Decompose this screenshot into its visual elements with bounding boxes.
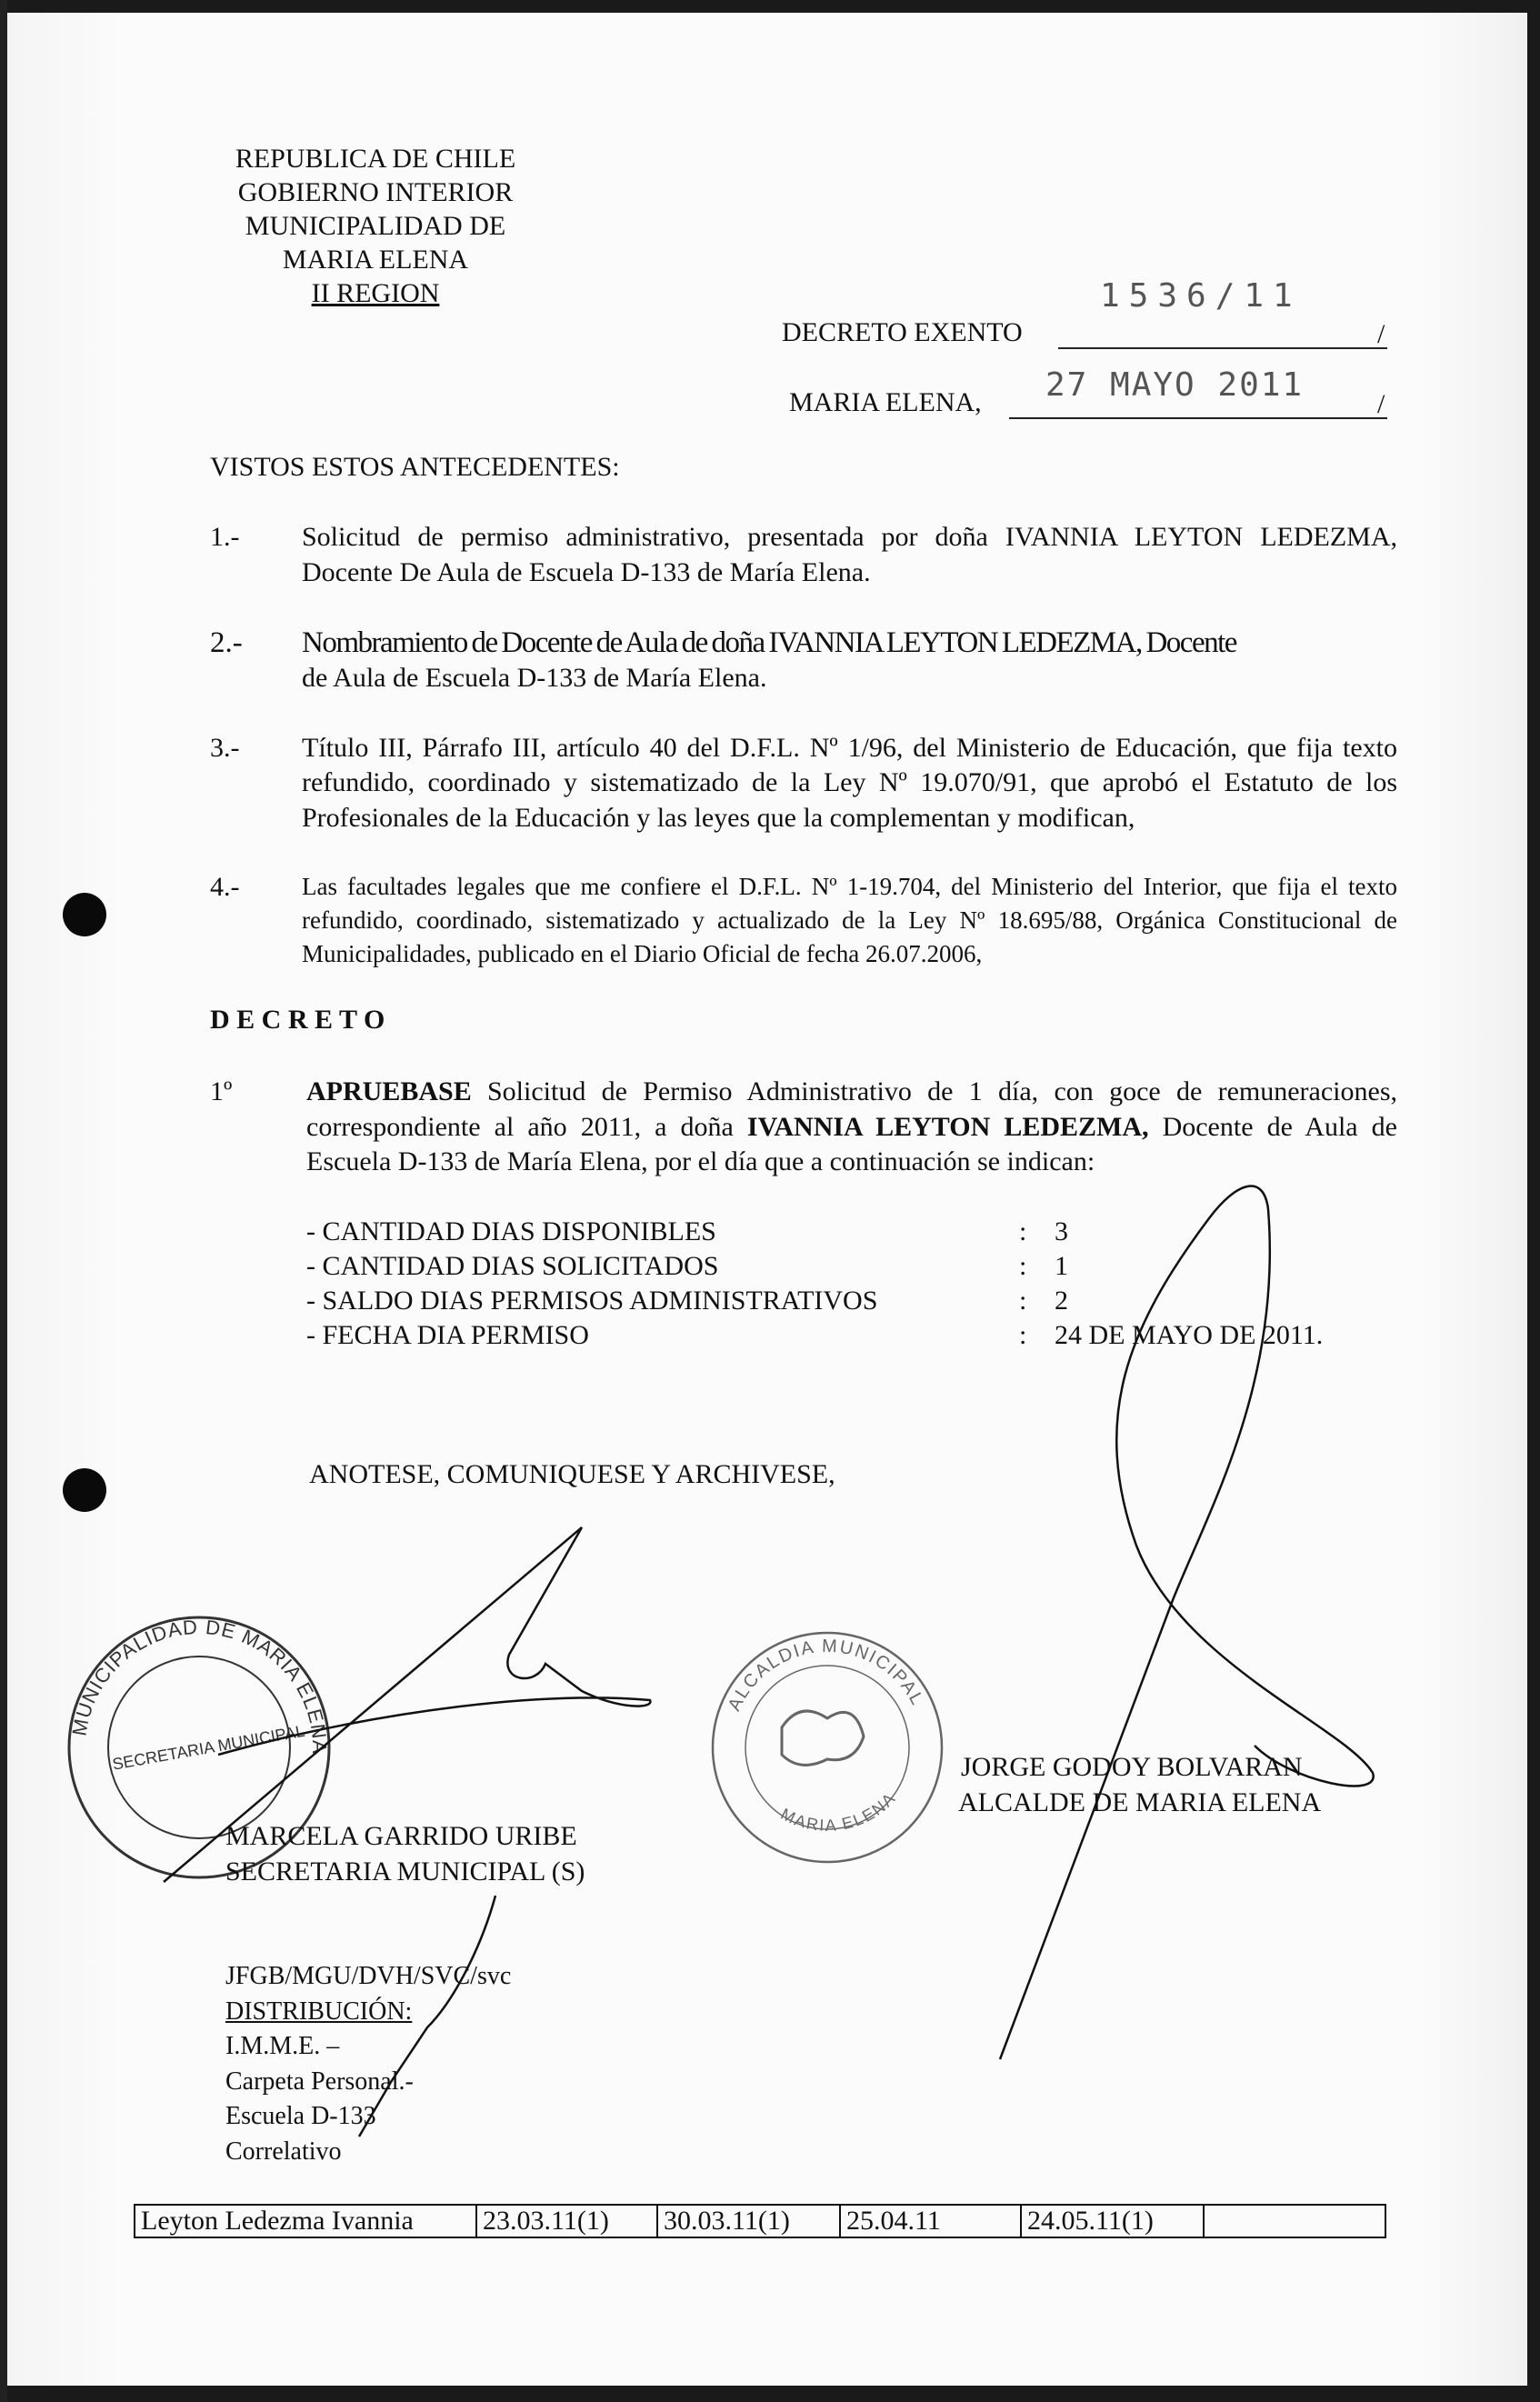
article-bold: APRUEBASE — [306, 1076, 472, 1106]
article-number: 1º — [210, 1076, 233, 1106]
detail-value: 3 — [1055, 1216, 1068, 1246]
scan-edge — [0, 2386, 1540, 2402]
stamp-outer-text: ALCALDIA MUNICIPAL — [724, 1636, 928, 1715]
closing-formula: ANOTESE, COMUNIQUESE Y ARCHIVESE, — [309, 1458, 835, 1489]
detail-colon: : — [1019, 1285, 1027, 1316]
decree-body — [210, 451, 1397, 1491]
detail-row — [306, 1215, 1397, 1249]
detail-label: - CANTIDAD DIAS SOLICITADOS — [306, 1250, 719, 1281]
detail-row — [306, 1318, 1397, 1353]
slash: / — [1377, 389, 1385, 419]
item-number: 4.- — [210, 872, 240, 902]
detail-value: 1 — [1055, 1250, 1068, 1281]
article-1 — [210, 1075, 1397, 1180]
distribution-title: DISTRIBUCIÓN: — [225, 1997, 413, 2026]
article-text — [306, 1075, 1397, 1180]
table-cell: 24.05.11(1) — [1021, 2205, 1204, 2237]
table-cell — [1204, 2205, 1385, 2237]
vistos-item-2 — [210, 625, 1397, 696]
vistos-item-4 — [210, 870, 1397, 971]
permit-details — [306, 1215, 1397, 1353]
detail-label: - SALDO DIAS PERMISOS ADMINISTRATIVOS — [306, 1285, 878, 1316]
distribution-item: I.M.M.E. – — [225, 2032, 340, 2060]
distribution-item: Carpeta Personal.- — [225, 2067, 414, 2096]
item-text: Solicitud de permiso administrativo, presentada por doña IVANNIA LEYTON LEDEZMA, Docente De Aula de Escuela D-133 de María Elena. — [302, 522, 1397, 587]
item-number: 2.- — [210, 626, 243, 659]
stamp-inner-text — [111, 1722, 306, 1774]
detail-value: 24 DE MAYO DE 2011. — [1055, 1319, 1324, 1350]
item-text-line: Nombramiento de Docente de Aula de doña IVANNIA LEYTON LEDEZMA, Docente — [302, 626, 1236, 659]
detail-label: - CANTIDAD DIAS DISPONIBLES — [306, 1216, 716, 1246]
decree-label: DECRETO EXENTO — [782, 317, 1023, 347]
punch-hole — [63, 893, 106, 936]
vistos-item-1 — [210, 520, 1397, 590]
article-text-part: Docente de Aula de Escuela D-133 de María Elena, por el día que a continuación se indican: — [306, 1111, 1397, 1176]
detail-label: - FECHA DIA PERMISO — [306, 1319, 589, 1350]
vistos-item-3 — [210, 731, 1397, 836]
detail-row — [306, 1284, 1397, 1318]
letterhead-line: GOBIERNO INTERIOR — [237, 177, 514, 207]
article-bold: IVANNIA LEYTON LEDEZMA, — [746, 1111, 1149, 1142]
distribution-item: Correlativo — [225, 2137, 342, 2166]
initials: JFGB/MGU/DVH/SVC/svc — [225, 1962, 512, 1990]
letterhead-line: MARIA ELENA — [282, 245, 469, 275]
item-number: 1.- — [210, 522, 240, 552]
table-row — [135, 2205, 1385, 2237]
distribution-item: Escuela D-133 — [225, 2102, 376, 2130]
scan-edge — [0, 0, 1540, 13]
letterhead-line: REPUBLICA DE CHILE — [235, 144, 516, 174]
scan-edge — [1527, 0, 1540, 2402]
detail-row — [306, 1249, 1397, 1284]
stamp-bottom-text: MARIA ELENA — [777, 1788, 900, 1835]
article-text-part: Solicitud de Permiso Administrativo de 1 día, con goce de remuneraciones, correspondiente al año 2011, a doña — [306, 1076, 1397, 1142]
item-text-line: de Aula de Escuela D-133 de María Elena. — [302, 663, 767, 693]
permit-record-table — [134, 2204, 1386, 2238]
mayor-title: ALCALDE DE MARIA ELENA — [958, 1787, 1322, 1817]
letterhead-line: II REGION — [311, 278, 440, 308]
table-cell: 30.03.11(1) — [657, 2205, 840, 2237]
table-cell: 25.04.11 — [840, 2205, 1021, 2237]
detail-colon: : — [1019, 1250, 1027, 1281]
vistos-title: VISTOS ESTOS ANTECEDENTES: — [210, 452, 620, 482]
item-text: Título III, Párrafo III, artículo 40 del D.F.L. Nº 1/96, del Ministerio de Educación, que fija texto refundido, coordinado y sistematizado de la Ley Nº 19.070/91, que aprobó el Estatuto de los Profesionales de la Educación y las leyes que la complementan y modifican, — [302, 732, 1397, 833]
punch-hole — [63, 1468, 106, 1512]
stamp-outer-text: MUNICIPALIDAD DE MARIA ELENA — [67, 1615, 332, 1755]
place-label: MARIA ELENA, — [789, 387, 982, 417]
secretary-name: MARCELA GARRIDO URIBE — [225, 1821, 577, 1851]
detail-colon: : — [1019, 1319, 1027, 1350]
item-text-block — [302, 625, 1397, 696]
footer-distribution — [225, 1959, 511, 2169]
mayor-stamp — [713, 1633, 942, 1862]
decree-number-stamp: 1536/11 — [1100, 277, 1302, 315]
letterhead-line: MUNICIPALIDAD DE — [245, 211, 506, 241]
item-text: Las facultades legales que me confiere el D.F.L. Nº 1-19.704, del Ministerio del Interior, que fija el texto refundido, coordinado, sistematizado y actualizado de la Ley Nº 18.695/88, Orgánica Constitucional de Municipalidades, publicado en el Diario Oficial de fecha 26.07.2006, — [302, 873, 1397, 967]
table-cell: 23.03.11(1) — [476, 2205, 657, 2237]
decree-number-line — [1058, 316, 1387, 349]
date-stamp: 27 MAYO 2011 — [1045, 366, 1305, 404]
item-number: 3.- — [210, 732, 240, 763]
detail-colon: : — [1019, 1216, 1027, 1246]
table-cell: Leyton Ledezma Ivannia — [135, 2205, 476, 2237]
decreto-title: D E C R E T O — [210, 1005, 385, 1035]
slash: / — [1377, 319, 1385, 349]
letterhead — [207, 142, 544, 310]
mayor-name: JORGE GODOY BOLVARAN — [961, 1752, 1303, 1782]
secretary-title: SECRETARIA MUNICIPAL (S) — [225, 1857, 585, 1887]
stamp-inner-text: SECRETARIA MUNICIPAL — [111, 1721, 306, 1774]
scan-edge — [0, 0, 7, 2402]
detail-value: 2 — [1055, 1285, 1068, 1316]
